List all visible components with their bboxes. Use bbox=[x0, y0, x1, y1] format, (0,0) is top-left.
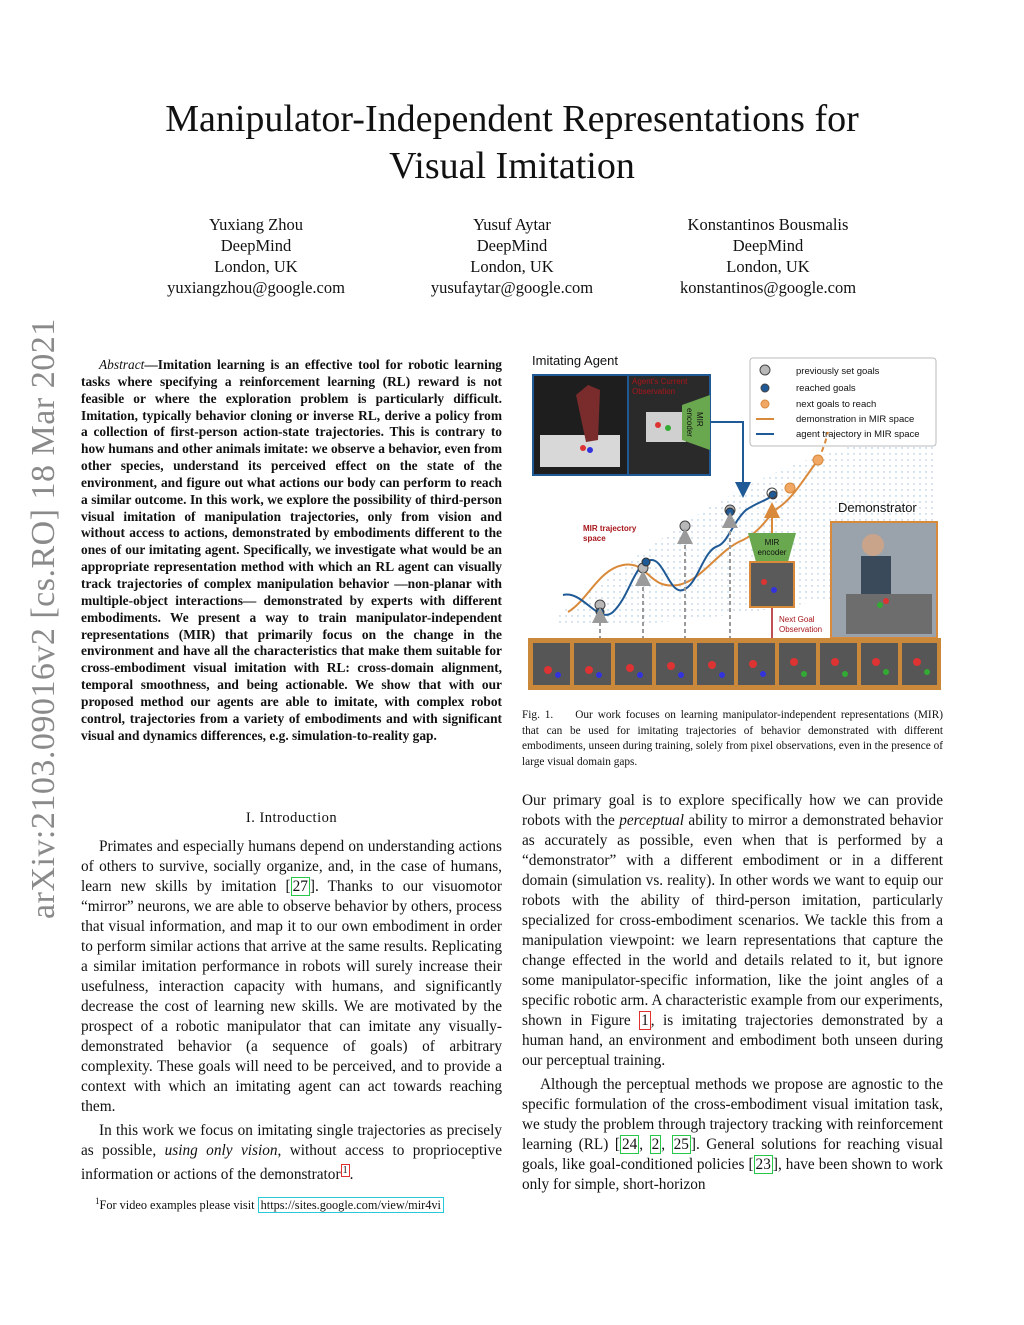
demonstrator-table bbox=[846, 594, 932, 634]
right-paragraph-2 bbox=[522, 1075, 943, 1195]
abstract-label: Abstract bbox=[99, 357, 145, 372]
title-line-1: Manipulator-Independent Representations for bbox=[165, 98, 859, 140]
agent-encoder-label-2: encoder bbox=[685, 408, 694, 437]
footnote bbox=[81, 1196, 502, 1213]
citation-link[interactable]: 23 bbox=[755, 1156, 771, 1173]
figure-1 bbox=[528, 350, 942, 695]
text-run: , without access to proprioceptive information or actions of the demonstrator bbox=[81, 1142, 502, 1184]
object-blue bbox=[771, 587, 777, 593]
text-run: , bbox=[661, 1136, 672, 1153]
object-green bbox=[877, 602, 883, 608]
right-paragraph-1 bbox=[522, 791, 943, 1071]
figure-1-svg bbox=[528, 350, 942, 695]
author-3 bbox=[628, 214, 908, 298]
agent-observation-label-1: Agent's Current bbox=[632, 377, 688, 386]
demonstrator-encoder-label-2: encoder bbox=[757, 548, 787, 557]
footnote-link[interactable]: 1 bbox=[342, 1165, 348, 1176]
object-red bbox=[655, 422, 661, 428]
demonstrator-encoder-label-1: MIR bbox=[764, 538, 780, 547]
title-line-2: Visual Imitation bbox=[389, 145, 635, 187]
citation-link[interactable]: 25 bbox=[673, 1136, 689, 1153]
section-heading: I. Introduction bbox=[245, 810, 338, 826]
legend-marker-previous-goals bbox=[760, 365, 770, 375]
caption-label: Fig. 1. bbox=[522, 709, 554, 721]
next-goal-observation-image bbox=[750, 562, 794, 607]
figure-ref-link[interactable]: 1 bbox=[641, 1012, 649, 1029]
person-body-icon bbox=[861, 556, 891, 596]
caption-text: Our work focuses on learning manipulator-independent representations (MIR) that can be used for imitating trajectories of behavior demonstrated with different embodiments, unseen during training, solely from pixel observations, even in the presence of large visual domain gaps. bbox=[522, 709, 943, 768]
footnote-url-link[interactable]: https://sites.google.com/view/mir4vi bbox=[258, 1197, 444, 1213]
author-2 bbox=[372, 214, 652, 298]
emphasis: perceptual bbox=[619, 812, 685, 829]
text-run: Our primary goal is to explore specifically how we can provide robots with the bbox=[522, 792, 943, 829]
next-goal-label-2: Observation bbox=[779, 625, 823, 634]
author-email[interactable]: yuxiangzhou@google.com bbox=[167, 278, 345, 297]
text-run: ], have been shown to work only for simple, short-horizon bbox=[522, 1156, 944, 1193]
reached-goal-point bbox=[596, 608, 604, 616]
mir-space-label-1: MIR trajectory bbox=[583, 524, 637, 533]
author-name: Yuxiang Zhou bbox=[209, 215, 303, 234]
legend-entry: agent trajectory in MIR space bbox=[796, 429, 920, 440]
abstract-text: —Imitation learning is an effective tool for robotic learning tasks where specifying a reinforcement learning (RL) reward is not feasible or where the exploration problem is particularly difficult. Imitation, typically behavior cloning or inverse RL, derive a policy from a collection of first-person action-state trajectories. This is contrary to how humans and other animals imitate: we observe a behavior, even from other species, understand its perceived effect on the state of the environment, and figure out what actions our body can perform to reach a similar outcome. In this work, we explore the possibility of third-person visual imitation of manipulation trajectories, only from vision and without access to actions, demonstrated by embodiments different to the ones of our imitating agent. Specifically, we investigate what would be an appropriate representation method with which an RL agent can visually track trajectories of complex manipulation behavior —non-planar with multiple-object interactions— demonstrated by experts with different embodiments. We present a way to train manipulator-independent representations (MIR) that primarily focus on the change in the environment and have all the characteristics that make them suitable for cross-embodiment visual imitation with RL: cross-domain alignment, temporal smoothness, and being actionable. We show that with our proposed method our agents are able to imitate, with complex robot control, trajectories from a variety of embodiments and with significant visual and dynamics differences, e.g. simulation-to-reality gap. bbox=[81, 357, 502, 743]
legend-entry: next goals to reach bbox=[796, 399, 877, 410]
legend-marker-next-goals bbox=[761, 400, 769, 408]
author-name: Konstantinos Bousmalis bbox=[687, 215, 849, 234]
intro-paragraph-2 bbox=[81, 1121, 502, 1185]
object-red bbox=[761, 579, 767, 585]
figure-1-caption bbox=[522, 708, 943, 770]
author-affiliation: DeepMind bbox=[220, 236, 292, 255]
author-email[interactable]: konstantinos@google.com bbox=[679, 278, 857, 297]
text-run: Primates and especially humans depend on understanding actions of others to survive, socially organize, and, in the case of humans, learn new skills by imitation [ bbox=[81, 838, 502, 895]
emphasis: using only vision bbox=[164, 1142, 278, 1159]
author-affiliation: DeepMind bbox=[476, 236, 548, 255]
author-location: London, UK bbox=[726, 257, 810, 276]
object-green bbox=[665, 425, 671, 431]
citation-link[interactable]: 2 bbox=[651, 1136, 660, 1153]
previous-goal-point bbox=[680, 521, 690, 531]
imitating-agent-label: Imitating Agent bbox=[532, 353, 618, 368]
arxiv-stamp: arXiv:2103.09016v2 [cs.RO] 18 Mar 2021 bbox=[25, 318, 62, 919]
citation-link[interactable]: 24 bbox=[621, 1136, 638, 1153]
text-run: Although the perceptual methods we propose are agnostic to the specific formulation of the cross-embodiment visual imitation task, we study the problem through trajectory tracking with reinforcement learning (RL) [ bbox=[522, 1076, 943, 1153]
text-run: , is imitating trajectories demonstrated by a human hand, an environment and embodiment both unseen during our perceptual training. bbox=[522, 1012, 943, 1069]
author-location: London, UK bbox=[470, 257, 554, 276]
intro-left-column bbox=[81, 837, 502, 1185]
object-red bbox=[883, 598, 889, 604]
author-1 bbox=[116, 214, 396, 298]
agent-observation-label-2: Observation bbox=[632, 387, 676, 396]
author-affiliation: DeepMind bbox=[732, 236, 804, 255]
legend-entry: demonstration in MIR space bbox=[796, 414, 915, 425]
legend-marker-reached-goals bbox=[761, 384, 769, 392]
next-goal-point bbox=[813, 455, 823, 465]
person-head-icon bbox=[862, 534, 884, 556]
text-run: ability to mirror a demonstrated behavior as accurately as possible, even when that is performed by a “demonstrator” with a different embodiment or in a different domain (simulation vs. reality). In other words we want to equip our robots with the ability of third-person imitation, particularly specialized for cross-embodiment scenarios. We tackle this from a manipulation viewpoint: we learn representations that capture the change effected in the world and details related to it, but ignore some manipulator-specific information, like the joint angles of a specific robotic arm. A characteristic example from our experiments, shown in Figure bbox=[522, 812, 943, 1029]
author-email[interactable]: yusufaytar@google.com bbox=[430, 278, 594, 297]
citation-link[interactable]: 27 bbox=[292, 878, 308, 895]
paper-title bbox=[0, 96, 1024, 190]
footnote-mark: 1 bbox=[95, 1196, 100, 1206]
demonstrator-label: Demonstrator bbox=[838, 500, 917, 515]
next-goal-label-1: Next Goal bbox=[779, 615, 815, 624]
abstract bbox=[81, 357, 502, 744]
intro-paragraph-1 bbox=[81, 837, 502, 1117]
author-name: Yusuf Aytar bbox=[473, 215, 551, 234]
footnote-text: For video examples please visit bbox=[99, 1198, 258, 1213]
reached-goal-point bbox=[642, 558, 650, 566]
legend-entry: reached goals bbox=[796, 383, 856, 394]
legend-entry: previously set goals bbox=[796, 366, 880, 377]
reached-goal-point bbox=[726, 508, 734, 516]
mir-space-label-2: space bbox=[583, 534, 606, 543]
text-run: In this work we focus on imitating single trajectories as precisely as possible, bbox=[81, 1122, 502, 1159]
object-red bbox=[580, 445, 586, 451]
author-location: London, UK bbox=[214, 257, 298, 276]
agent-encoder-arrow bbox=[710, 422, 743, 490]
object-blue bbox=[587, 447, 593, 453]
intro-right-column bbox=[522, 791, 943, 1195]
text-run: . bbox=[349, 1166, 354, 1184]
next-goal-point bbox=[785, 483, 795, 493]
agent-scene-table bbox=[540, 435, 620, 467]
agent-encoder-label-1: MIR bbox=[695, 412, 704, 427]
text-run: ]. General solutions for reaching visual goals, like goal-conditioned policies [ bbox=[522, 1136, 943, 1173]
text-run: , bbox=[639, 1136, 650, 1153]
text-run: ]. Thanks to our visuomotor “mirror” neurons, we are able to observe behavior by others, process that visual information, and map it to our own embodiment in order to perform similar actions that arrive at the same results. Replicating a similar imitation performance in robots will surely increase their usefulness, interaction capacity with humans, and significantly decrease the cost of learning new skills. We are motivated by the prospect of a robotic manipulator that can imitate any visually-demonstrated behavior (a sequence of goals) of arbitrary complexity. These goals will need to be perceived, and to provide a context with which an imitating agent can act towards reaching them. bbox=[81, 878, 502, 1115]
